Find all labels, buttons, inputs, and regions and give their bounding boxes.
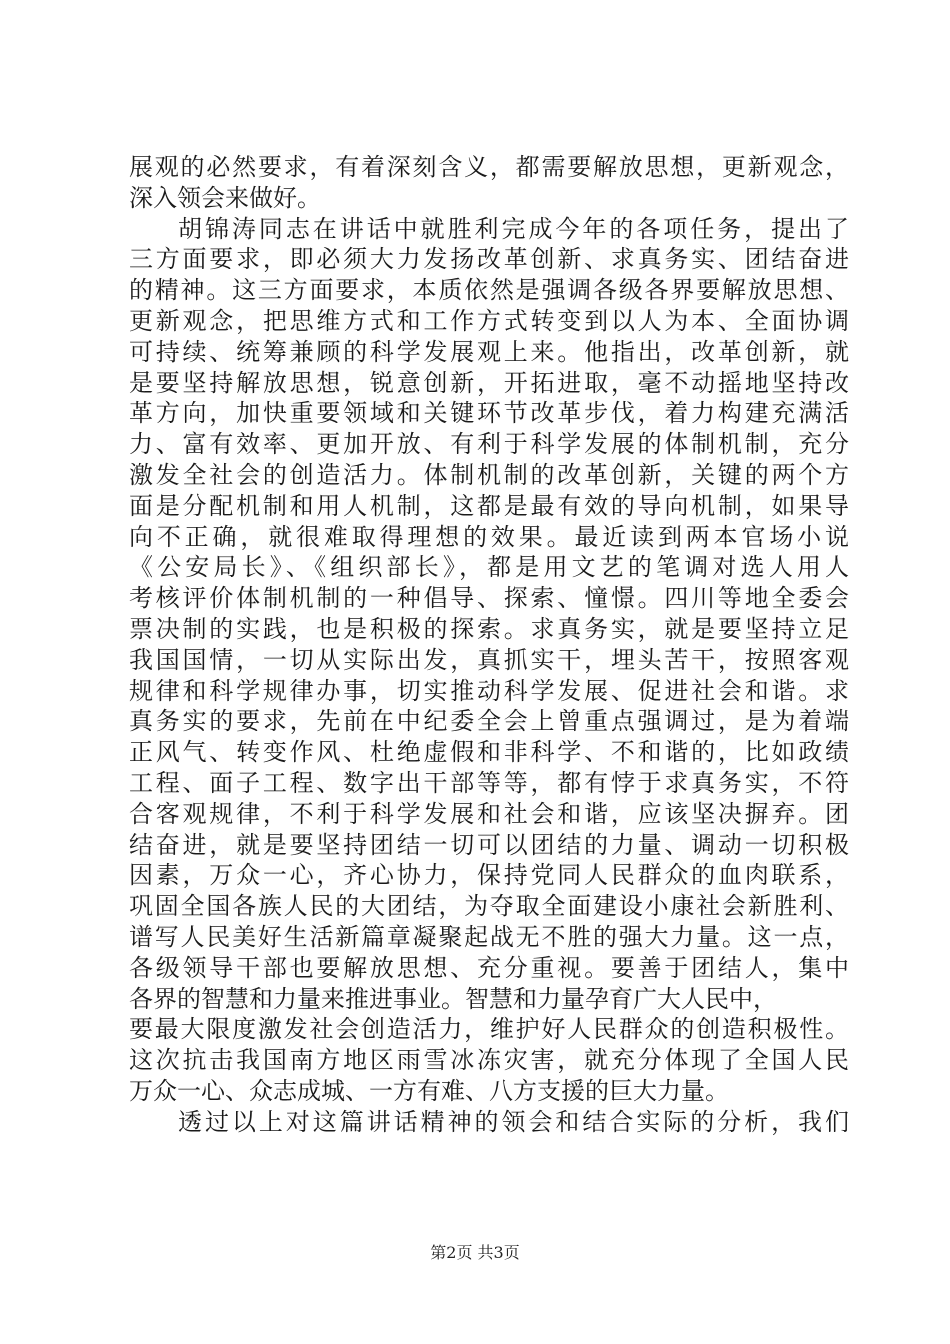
text-line: 力、富有效率、更加开放、有利于科学发展的体制机制，充分 (129, 430, 849, 459)
text-line: 展观的必然要求，有着深刻含义，都需要解放思想，更新观念， (129, 153, 849, 181)
text-line: 三方面要求，即必须大力发扬改革创新、求真务实、团结奋进 (129, 245, 849, 274)
text-line: 谱写人民美好生活新篇章凝聚起战无不胜的强大力量。这一点， (129, 922, 849, 951)
text-line: 真务实的要求，先前在中纪委全会上曾重点强调过，是为着端 (129, 707, 849, 736)
text-line: 的精神。这三方面要求，本质依然是强调各级各界要解放思想、 (129, 276, 849, 305)
text-line: 深入领会来做好。 (129, 183, 321, 212)
text-line: 我国国情，一切从实际出发，真抓实干，埋头苦干，按照客观 (129, 645, 849, 674)
text-line: 向不正确，就很难取得理想的效果。最近读到两本官场小说 (129, 522, 849, 551)
text-line: 革方向，加快重要领域和关键环节改革步伐，着力构建充满活 (129, 399, 849, 428)
text-line: 万众一心、众志成城、一方有难、八方支援的巨大力量。 (129, 1076, 729, 1105)
text-line: 更新观念，把思维方式和工作方式转变到以人为本、全面协调 (129, 306, 849, 335)
text-line: 结奋进，就是要坚持团结一切可以团结的力量、调动一切积极 (129, 830, 849, 859)
text-line: 胡锦涛同志在讲话中就胜利完成今年的各项任务，提出了 (178, 214, 849, 243)
page-footer: 第2页 共3页 (430, 1243, 520, 1262)
text-line: 考核评价体制机制的一种倡导、探索、憧憬。四川等地全委会 (129, 584, 849, 613)
text-line: 激发全社会的创造活力。体制机制的改革创新，关键的两个方 (129, 460, 849, 489)
text-line: 合客观规律，不利于科学发展和社会和谐，应该坚决摒弃。团 (129, 799, 849, 828)
text-line: 是要坚持解放思想，锐意创新，开拓进取，毫不动摇地坚持改 (129, 368, 849, 397)
text-line: 票决制的实践，也是积极的探索。求真务实，就是要坚持立足 (129, 614, 849, 643)
text-line: 可持续、统筹兼顾的科学发展观上来。他指出，改革创新，就 (129, 337, 849, 366)
text-line: 各界的智慧和力量来推进事业。智慧和力量孕育广大人民中， (129, 984, 777, 1013)
body-text (129, 152, 849, 1138)
text-line: 因素，万众一心，齐心协力，保持党同人民群众的血肉联系， (129, 861, 849, 890)
text-line: 规律和科学规律办事，切实推动科学发展、促进社会和谐。求 (129, 676, 849, 705)
text-line: 工程、面子工程、数字出干部等等，都有悖于求真务实，不符 (129, 768, 849, 797)
text-line: 正风气、转变作风、杜绝虚假和非科学、不和谐的，比如政绩 (129, 738, 849, 767)
text-line: 透过以上对这篇讲话精神的领会和结合实际的分析，我们 (178, 1107, 849, 1136)
text-line: 巩固全国各族人民的大团结，为夺取全面建设小康社会新胜利、 (129, 892, 849, 921)
text-line: 《公安局长》、《组织部长》，都是用文艺的笔调对选人用人 (129, 553, 849, 582)
text-line: 面是分配机制和用人机制，这都是最有效的导向机制，如果导 (129, 491, 849, 520)
text-line: 这次抗击我国南方地区雨雪冰冻灾害，就充分体现了全国人民 (129, 1046, 849, 1075)
text-line: 要最大限度激发社会创造活力，维护好人民群众的创造积极性。 (129, 1015, 849, 1044)
text-line: 各级领导干部也要解放思想、充分重视。要善于团结人，集中 (129, 953, 849, 982)
